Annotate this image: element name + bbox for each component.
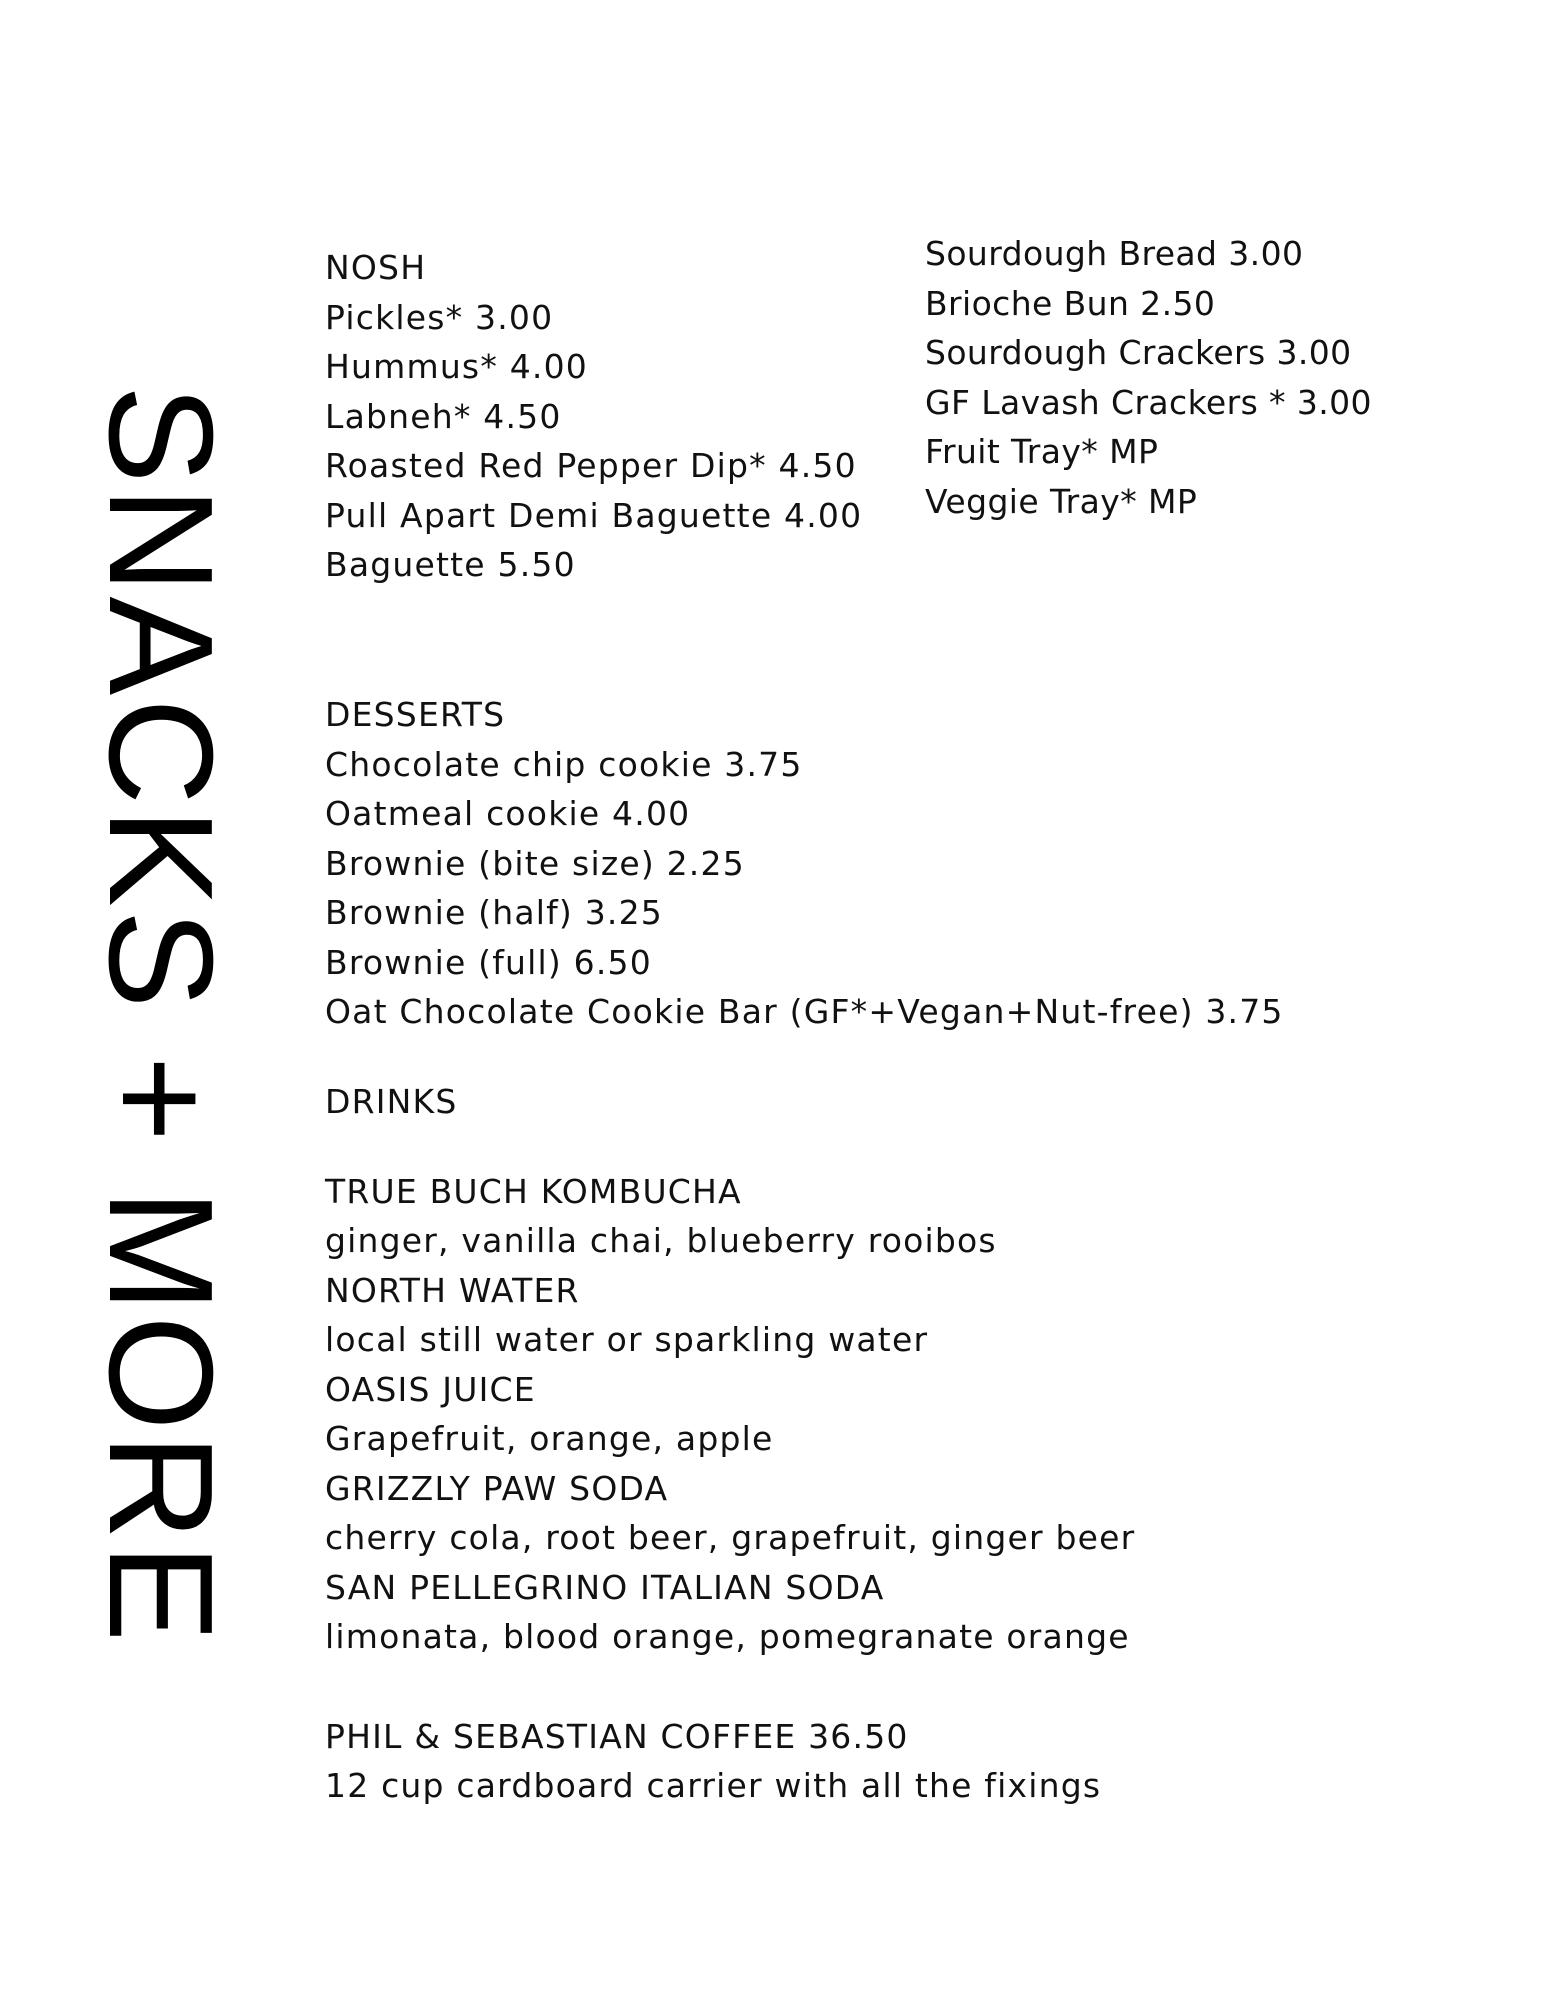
menu-item: Sourdough Crackers 3.00 [925,333,1352,372]
menu-item: GF Lavash Crackers * 3.00 [925,382,1372,422]
nosh-heading: NOSH [325,248,427,287]
menu-item: Labneh* 4.50 [325,396,562,436]
drink-name: SAN PELLEGRINO ITALIAN SODA [325,1567,885,1607]
menu-item: Oatmeal cookie 4.00 [325,794,691,833]
desserts-section [325,690,1284,1037]
menu-item: Brownie (bite size) 2.25 [325,843,745,883]
menu-item: Hummus* 4.00 [325,347,588,386]
menu-item: Baguette 5.50 [325,545,576,584]
menu-item: Brownie (half) 3.25 [325,893,663,932]
menu-item: Oat Chocolate Cookie Bar (GF*+Vegan+Nut-free) 3.75 [325,992,1284,1031]
drink-name: GRIZZLY PAW SODA [325,1468,669,1508]
drink-description: limonata, blood orange, pomegranate orange [325,1617,1130,1656]
drink-name: TRUE BUCH KOMBUCHA [325,1171,742,1211]
menu-item: Fruit Tray* MP [925,432,1159,471]
drink-description: cherry cola, root beer, grapefruit, ginger beer [325,1518,1136,1557]
drinks-section [325,1077,1135,1811]
menu-item: Chocolate chip cookie 3.75 [325,744,803,784]
nosh-section [325,243,862,590]
drink-description: local still water or sparkling water [325,1320,929,1359]
coffee-description: 12 cup cardboard carrier with all the fixings [325,1766,1102,1805]
menu-item: Sourdough Bread 3.00 [925,234,1304,273]
menu-item: Brioche Bun 2.50 [925,283,1216,323]
menu-item: Brownie (full) 6.50 [325,942,652,982]
coffee-name: PHIL & SEBASTIAN COFFEE 36.50 [325,1716,909,1756]
side-title: SNACKS + MORE [78,384,243,1646]
menu-item: Roasted Red Pepper Dip* 4.50 [325,446,857,485]
nosh-section-right [925,229,1372,526]
drink-description: ginger, vanilla chai, blueberry rooibos [325,1221,997,1260]
menu-item: Veggie Tray* MP [925,481,1198,521]
menu-item: Pull Apart Demi Baguette 4.00 [325,495,863,535]
drinks-heading: DRINKS [325,1082,458,1121]
desserts-heading: DESSERTS [325,695,506,734]
drink-name: OASIS JUICE [325,1369,536,1409]
menu-item: Pickles* 3.00 [325,297,554,337]
drink-name: NORTH WATER [325,1270,580,1310]
drink-description: Grapefruit, orange, apple [325,1419,774,1458]
